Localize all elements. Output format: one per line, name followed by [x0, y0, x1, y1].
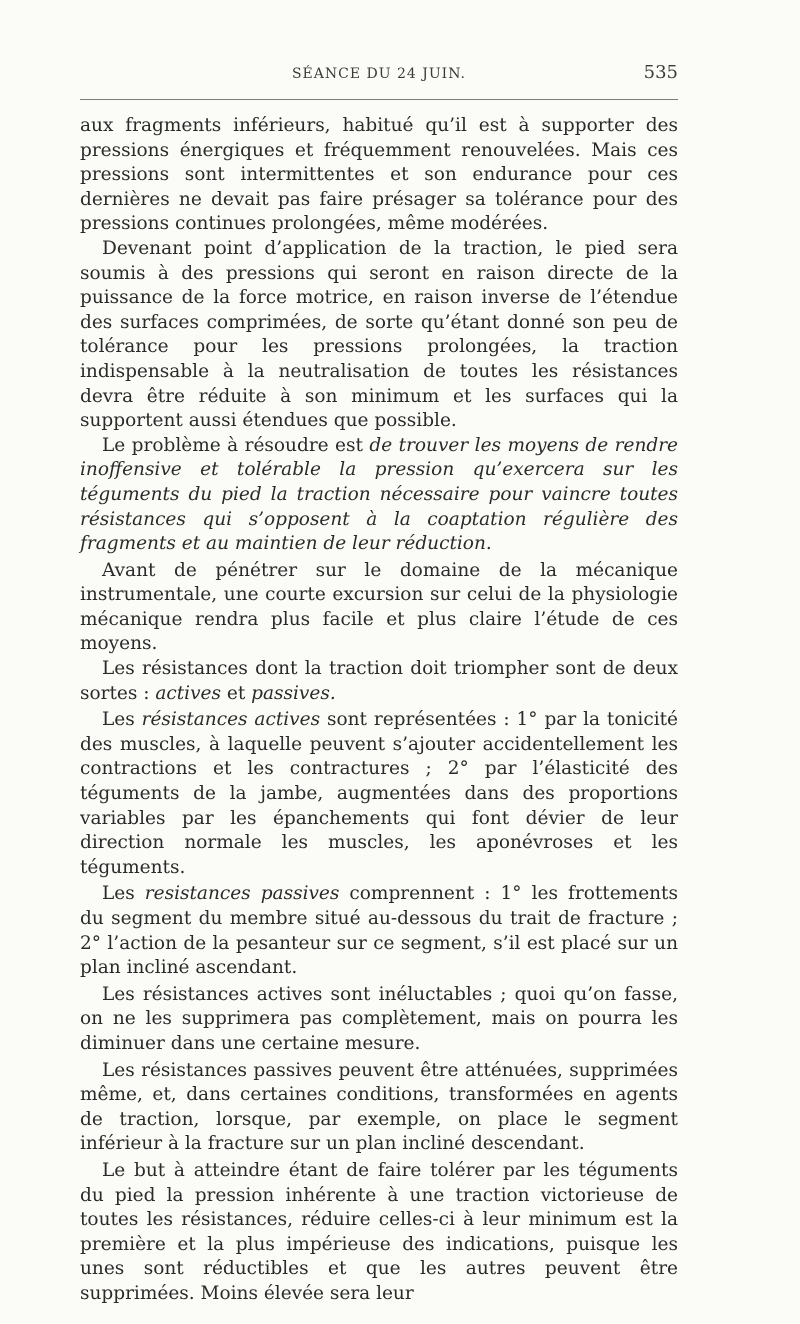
paragraph-3 [80, 434, 678, 557]
running-head: SÉANCE DU 24 JUIN. [291, 66, 467, 82]
paragraph-6-end: sont représentées : 1° par la tonicité des muscles, à laquelle peuvent s’ajouter accidentellement les contractions et les contractures ; 2° par l’élasticité des téguments de la jambe, augmentées dans des proportions variables par les épanchements qui font dévier de leur direction normale les muscles, les aponévroses et les téguments. [80, 709, 678, 878]
paragraph-6 [80, 708, 678, 880]
paragraph-3-italic: de trouver les moyens de rendre inoffensive et tolérable la pression qu’exercera sur les téguments du pied la traction nécessaire pour vaincre toutes résistances qui s’opposent à la coaptation régulière des fragments et au maintien de leur réduction. [80, 434, 678, 555]
paragraph-7-start: Les [102, 883, 145, 905]
paragraph-5-italic-active: actives [155, 682, 221, 704]
header-rule [80, 99, 678, 100]
paragraph-7-italic: resistances passives [144, 883, 340, 905]
paragraph-6-start: Les [102, 709, 142, 731]
paragraph-5-mid: et [221, 682, 252, 704]
paragraph-5-italic-passive: passives. [251, 682, 336, 704]
paragraph-3-text: Le problème à résoudre est [102, 434, 370, 456]
paragraph-7 [80, 882, 678, 980]
paragraph-8: Les résistances actives sont inéluctables ; quoi qu’on fasse, on ne les supprimera pas complètement, mais on pourra les diminuer dans une certaine mesure. [80, 983, 678, 1054]
body-text [80, 114, 678, 1307]
paragraph-9: Les résistances passives peuvent être atténuées, supprimées même, et, dans certaines conditions, transformées en agents de traction, lorsque, par exemple, on place le segment inférieur à la fracture sur un plan incliné descendant. [80, 1059, 678, 1155]
page-number: 535 [643, 62, 678, 83]
paragraph-1: aux fragments inférieurs, habitué qu’il est à supporter des pressions énergiques et fréquemment renouvelées. Mais ces pressions sont intermittentes et son endurance pour ces dernières ne devait pas faire présager sa tolérance pour des pressions continues prolongées, même modérées. [80, 115, 678, 235]
page-header [80, 62, 678, 86]
paragraph-5 [80, 657, 678, 706]
paragraph-6-italic: résistances actives [141, 709, 321, 731]
paragraph-10: Le but à atteindre étant de faire tolérer par les téguments du pied la pression inhérente à une traction victorieuse de toutes les résistances, réduire celles-ci à leur minimum est la première et la plus impérieuse des indications, puisque les unes sont réductibles et que les autres peuvent être supprimées. Moins élevée sera leur [80, 1159, 678, 1304]
paragraph-4: Avant de pénétrer sur le domaine de la mécanique instrumentale, une courte excursion sur celui de la physiologie mécanique rendra plus facile et plus claire l’étude de ces moyens. [80, 559, 678, 655]
paragraph-2: Devenant point d’application de la traction, le pied sera soumis à des pressions qui seront en raison directe de la puissance de la force motrice, en raison inverse de l’étendue des surfaces comprimées, de sorte qu’étant donné son peu de tolérance pour les pressions prolongées, la traction indispensable à la neutralisation de toutes les résistances devra être réduite à son minimum et les surfaces qui la supportent aussi étendues que possible. [80, 237, 678, 432]
paragraph-5-text: Les résistances dont la traction doit triompher sont de deux sortes : [80, 658, 678, 704]
paragraph-7-end: comprennent : 1° les frottements du segment du membre situé au-dessous du trait de fracture ; 2° l’action de la pesanteur sur ce segment, s’il est placé sur un plan incliné ascendant. [80, 883, 678, 979]
